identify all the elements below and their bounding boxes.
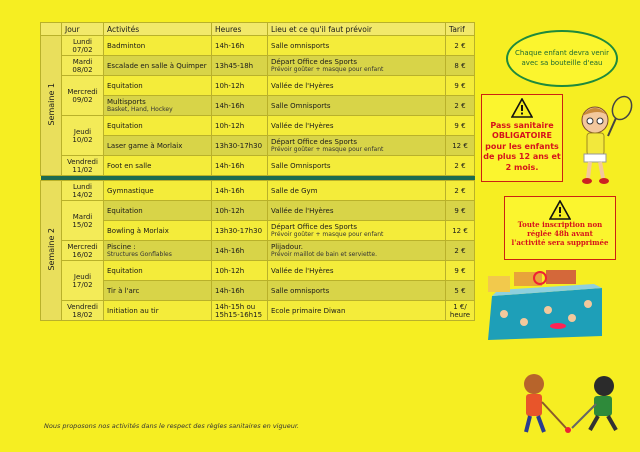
hours-cell xyxy=(212,96,268,116)
place-cell-text: Départ Office des Sports xyxy=(271,58,357,66)
day-cell xyxy=(62,181,104,201)
hours-cell xyxy=(212,281,268,301)
activity-cell-text: Laser game à Morlaix xyxy=(107,141,183,150)
activity-cell-text: Equitation xyxy=(107,121,143,130)
day-name: Vendredi xyxy=(67,302,98,311)
day-date: 16/02 xyxy=(72,250,93,259)
price-cell-text: 2 € xyxy=(454,186,466,195)
activity-cell xyxy=(104,261,212,281)
day-date: 11/02 xyxy=(72,165,93,174)
hours-cell xyxy=(212,76,268,96)
day-name: Mardi xyxy=(72,212,93,221)
day-header: Jour xyxy=(62,23,104,36)
activity-cell-text: Badminton xyxy=(107,41,146,50)
water-bottle-text: Chaque enfant devra venir avec sa bouteille d'eau xyxy=(515,49,609,67)
day-date: 17/02 xyxy=(72,280,93,289)
activity-cell xyxy=(104,201,212,221)
place-cell-text: Salle de Gym xyxy=(271,186,318,195)
table-row xyxy=(41,261,475,281)
activity-cell-text: Escalade en salle à Quimper xyxy=(107,61,207,70)
day-cell xyxy=(62,201,104,241)
activity-cell xyxy=(104,36,212,56)
price-cell xyxy=(446,241,475,261)
price-cell-text: 12 € xyxy=(452,226,468,235)
hours-cell xyxy=(212,116,268,136)
day-date: 09/02 xyxy=(72,95,93,104)
price-cell xyxy=(446,156,475,176)
place-cell xyxy=(268,301,446,321)
week-header xyxy=(41,23,62,36)
hours-cell-text: 14h-16h xyxy=(215,41,245,50)
day-date: 15/02 xyxy=(72,220,93,229)
hockey-kids-illustration xyxy=(516,368,628,438)
price-cell xyxy=(446,56,475,76)
hours-cell xyxy=(212,201,268,221)
hours-cell-text: 14h-16h xyxy=(215,286,245,295)
activity-cell xyxy=(104,156,212,176)
activity-cell xyxy=(104,181,212,201)
pool-illustration xyxy=(484,266,606,346)
hours-cell-text: 14h-16h xyxy=(215,101,245,110)
table-row xyxy=(41,96,475,116)
week-label: Semaine 2 xyxy=(46,228,56,271)
hours-cell-text: 10h-12h xyxy=(215,121,245,130)
price-cell xyxy=(446,221,475,241)
table-row xyxy=(41,156,475,176)
price-cell xyxy=(446,281,475,301)
day-cell xyxy=(62,36,104,56)
hours-header: Heures xyxy=(212,23,268,36)
place-cell-detail: Prévoir goûter + masque pour enfant xyxy=(271,66,384,73)
place-cell xyxy=(268,36,446,56)
price-cell xyxy=(446,96,475,116)
hours-cell-text: 14h-16h xyxy=(215,161,245,170)
hours-cell xyxy=(212,181,268,201)
hours-cell-text: 10h-12h xyxy=(215,266,245,275)
footnote: Nous proposons nos activités dans le respect des règles sanitaires en vigueur. xyxy=(44,422,299,430)
price-cell xyxy=(446,201,475,221)
place-cell xyxy=(268,241,446,261)
day-date: 14/02 xyxy=(72,190,93,199)
header-row xyxy=(41,23,475,36)
activity-cell-text: Bowling à Morlaix xyxy=(107,226,169,235)
activity-cell xyxy=(104,96,212,116)
activity-cell xyxy=(104,136,212,156)
day-cell xyxy=(62,261,104,301)
hours-cell-text: 14h-15h ou 15h15-16h15 xyxy=(215,302,263,319)
week-label-cell xyxy=(41,36,62,176)
tennis-girl-illustration xyxy=(570,92,636,188)
place-cell-text: Plijadour. xyxy=(271,243,303,251)
price-cell-text: 2 € xyxy=(454,246,466,255)
place-cell xyxy=(268,261,446,281)
table-row xyxy=(41,281,475,301)
hours-cell-text: 14h-16h xyxy=(215,246,245,255)
table-row xyxy=(41,56,475,76)
schedule-table xyxy=(40,22,475,321)
table-row xyxy=(41,136,475,156)
place-cell xyxy=(268,76,446,96)
place-cell-text: Départ Office des Sports xyxy=(271,138,357,146)
inscription-box xyxy=(504,196,616,260)
place-cell-text: Salle omnisports xyxy=(271,286,330,295)
day-name: Jeudi xyxy=(73,127,92,136)
hours-cell-text: 13h30-17h30 xyxy=(215,226,263,235)
activity-cell xyxy=(104,116,212,136)
price-header: Tarif xyxy=(446,23,475,36)
place-cell-text: Départ Office des Sports xyxy=(271,223,357,231)
place-cell-text: Vallée de l'Hyères xyxy=(271,121,334,130)
day-date: 10/02 xyxy=(72,135,93,144)
hours-cell-text: 10h-12h xyxy=(215,206,245,215)
hours-cell-text: 13h30-17h30 xyxy=(215,141,263,150)
price-cell-text: 9 € xyxy=(454,121,466,130)
place-cell-text: Salle Omnisports xyxy=(271,161,331,170)
table-row xyxy=(41,181,475,201)
activity-cell-text: Equitation xyxy=(107,81,143,90)
activity-cell-detail: Basket, Hand, Hockey xyxy=(107,106,173,113)
hours-cell xyxy=(212,136,268,156)
place-cell xyxy=(268,96,446,116)
place-cell xyxy=(268,116,446,136)
schedule-body xyxy=(41,36,475,321)
table-row xyxy=(41,116,475,136)
activity-cell-text: Tir à l'arc xyxy=(107,286,140,295)
price-cell xyxy=(446,301,475,321)
day-cell xyxy=(62,241,104,261)
place-cell-text: Vallée de l'Hyères xyxy=(271,266,334,275)
table-row xyxy=(41,76,475,96)
activity-cell xyxy=(104,76,212,96)
price-cell-text: 9 € xyxy=(454,266,466,275)
table-row xyxy=(41,221,475,241)
price-cell-text: 5 € xyxy=(454,286,466,295)
place-cell-text: Salle omnisports xyxy=(271,41,330,50)
activity-cell xyxy=(104,241,212,261)
day-name: Mercredi xyxy=(67,242,98,251)
price-cell-text: 8 € xyxy=(454,61,466,70)
week-label-cell xyxy=(41,181,62,321)
week-label: Semaine 1 xyxy=(46,83,56,126)
day-cell xyxy=(62,301,104,321)
activity-cell-text: Foot en salle xyxy=(107,161,152,170)
activity-cell xyxy=(104,301,212,321)
day-cell xyxy=(62,116,104,156)
place-cell-text: Salle Omnisports xyxy=(271,101,331,110)
place-cell-detail: Prévoir maillot de bain et serviette. xyxy=(271,251,377,258)
table-row xyxy=(41,36,475,56)
hours-cell xyxy=(212,241,268,261)
place-cell xyxy=(268,156,446,176)
activity-cell xyxy=(104,221,212,241)
activity-cell-text: Equitation xyxy=(107,206,143,215)
place-cell-detail: Prévoir goûter + masque pour enfant xyxy=(271,146,384,153)
hours-cell xyxy=(212,261,268,281)
hours-cell xyxy=(212,301,268,321)
pass-sanitaire-text: Pass sanitaire OBLIGATOIRE pour les enfants de plus 12 ans et 2 mois. xyxy=(483,121,561,172)
day-date: 18/02 xyxy=(72,310,93,319)
pass-sanitaire-box xyxy=(481,94,563,182)
activity-cell-text: Gymnastique xyxy=(107,186,154,195)
table-row xyxy=(41,241,475,261)
place-cell-detail: Prévoir goûter + masque pour enfant xyxy=(271,231,384,238)
hours-cell xyxy=(212,36,268,56)
water-bottle-note xyxy=(506,30,618,87)
activity-cell-text: Piscine : xyxy=(107,243,136,251)
day-name: Vendredi xyxy=(67,157,98,166)
place-cell xyxy=(268,281,446,301)
place-cell xyxy=(268,56,446,76)
day-name: Lundi xyxy=(72,37,93,46)
day-cell xyxy=(62,76,104,116)
place-cell xyxy=(268,136,446,156)
day-name: Jeudi xyxy=(73,272,92,281)
day-cell xyxy=(62,156,104,176)
price-cell xyxy=(446,136,475,156)
place-header: Lieu et ce qu'il faut prévoir xyxy=(268,23,446,36)
inscription-text: Toute inscription non réglée 48h avant l'activité sera supprimée xyxy=(511,220,609,247)
activity-cell-text: Multisports xyxy=(107,98,146,106)
warning-triangle-icon xyxy=(511,98,533,118)
price-cell-text: 12 € xyxy=(452,141,468,150)
price-cell xyxy=(446,181,475,201)
price-cell-text: 2 € xyxy=(454,161,466,170)
price-cell-text: 1 €/ heure xyxy=(449,302,471,319)
hours-cell xyxy=(212,56,268,76)
activity-cell-detail: Structures Gonflables xyxy=(107,251,172,258)
place-cell xyxy=(268,201,446,221)
activity-header: Activités xyxy=(104,23,212,36)
warning-triangle-icon xyxy=(549,200,571,220)
place-cell xyxy=(268,221,446,241)
hours-cell xyxy=(212,221,268,241)
day-date: 07/02 xyxy=(72,45,93,54)
day-name: Mardi xyxy=(72,57,93,66)
day-date: 08/02 xyxy=(72,65,93,74)
price-cell-text: 2 € xyxy=(454,101,466,110)
hours-cell-text: 13h45-18h xyxy=(215,61,254,70)
day-cell xyxy=(62,56,104,76)
place-cell-text: Vallée de l'Hyères xyxy=(271,81,334,90)
table-row xyxy=(41,301,475,321)
activity-cell-text: Initiation au tir xyxy=(107,306,159,315)
table-row xyxy=(41,201,475,221)
hours-cell-text: 10h-12h xyxy=(215,81,245,90)
hours-cell xyxy=(212,156,268,176)
day-name: Lundi xyxy=(72,182,93,191)
activity-cell xyxy=(104,56,212,76)
hours-cell-text: 14h-16h xyxy=(215,186,245,195)
activity-cell xyxy=(104,281,212,301)
price-cell xyxy=(446,261,475,281)
place-cell-text: Ecole primaire Diwan xyxy=(271,306,346,315)
place-cell-text: Vallée de l'Hyères xyxy=(271,206,334,215)
price-cell-text: 9 € xyxy=(454,206,466,215)
day-name: Mercredi xyxy=(67,87,98,96)
price-cell xyxy=(446,116,475,136)
activity-cell-text: Equitation xyxy=(107,266,143,275)
price-cell xyxy=(446,76,475,96)
place-cell xyxy=(268,181,446,201)
price-cell-text: 9 € xyxy=(454,81,466,90)
price-cell-text: 2 € xyxy=(454,41,466,50)
price-cell xyxy=(446,36,475,56)
